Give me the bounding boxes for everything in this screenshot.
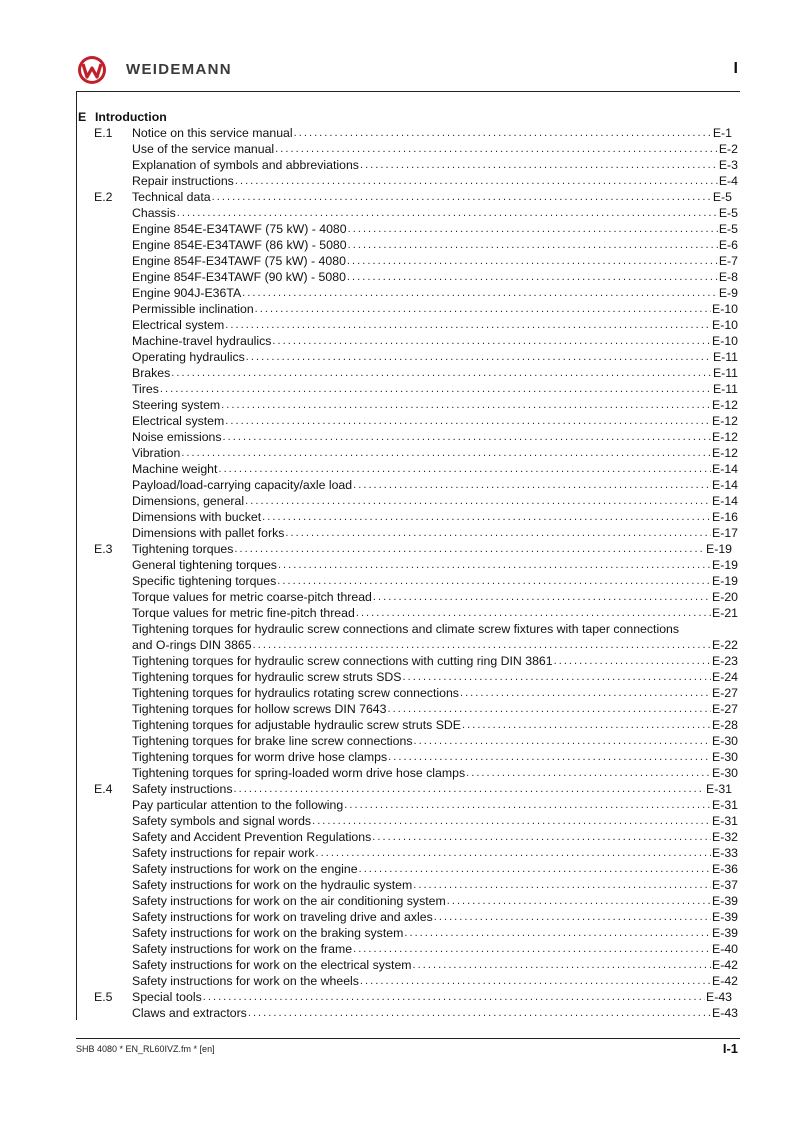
toc-entry-label: Safety instructions for work on the wheels — [132, 974, 359, 988]
toc-entry-label: Machine-travel hydraulics — [132, 334, 272, 348]
toc-dot-leader — [353, 941, 711, 957]
toc-entry[interactable] — [78, 749, 738, 765]
toc-indent — [78, 461, 132, 477]
toc-entry-label: Vibration — [132, 446, 181, 460]
toc-dot-leader — [347, 269, 718, 285]
toc-entry-label: Safety and Accident Prevention Regulations — [132, 830, 372, 844]
toc-dot-leader — [272, 333, 711, 349]
toc-page-number: E-11 — [712, 382, 738, 396]
toc-entry[interactable] — [78, 349, 738, 365]
toc-indent — [78, 349, 132, 365]
roman-page-number: I — [733, 60, 738, 77]
toc-entry[interactable] — [78, 605, 738, 621]
toc-indent — [78, 941, 132, 957]
toc-entry-label: Engine 854F-E34TAWF (75 kW) - 4080 — [132, 254, 346, 268]
toc-entry[interactable] — [78, 685, 738, 701]
toc-entry-label: Tightening torques for hydraulics rotating screw connections — [132, 686, 459, 700]
toc-entry[interactable] — [78, 957, 738, 973]
toc-chapter-entry[interactable] — [78, 781, 738, 797]
toc-entry[interactable] — [78, 845, 738, 861]
toc-entry-label: Safety instructions for work on the braking system — [132, 926, 404, 940]
toc-entry-label: Safety instructions for work on the hydraulic system — [132, 878, 413, 892]
toc-entry[interactable] — [78, 877, 738, 893]
toc-entry-label: Repair instructions — [132, 174, 234, 188]
brand-name: WEIDEMANN — [126, 61, 232, 78]
toc-entry-number: E.3 — [94, 542, 113, 556]
toc-entry[interactable] — [78, 525, 738, 541]
toc-indent — [78, 845, 132, 861]
toc-page-number: E-19 — [712, 574, 738, 588]
toc-page-number: E-4 — [718, 174, 738, 188]
toc-page-number: E-27 — [712, 686, 738, 700]
toc-page-number: E-22 — [712, 638, 738, 652]
toc-entry[interactable] — [78, 221, 738, 237]
toc-page-number: E-31 — [712, 814, 738, 828]
toc-dot-leader — [388, 749, 711, 765]
toc-entry-label: Claws and extractors — [132, 1006, 247, 1020]
toc-entry[interactable] — [78, 269, 738, 285]
toc-entry[interactable] — [78, 733, 738, 749]
toc-indent — [78, 701, 132, 717]
toc-entry-label: Payload/load-carrying capacity/axle load — [132, 478, 353, 492]
toc-dot-leader — [403, 669, 712, 685]
toc-page-number: E-10 — [712, 302, 738, 316]
toc-dot-leader — [253, 637, 711, 653]
toc-dot-leader — [294, 125, 712, 141]
toc-indent — [78, 589, 132, 605]
toc-page-number: E-17 — [712, 526, 738, 540]
toc-indent — [78, 765, 132, 781]
toc-entry[interactable] — [78, 365, 738, 381]
toc-indent — [78, 557, 132, 573]
toc-entry-label: Tightening torques for spring-loaded worm drive hose clamps — [132, 766, 466, 780]
toc-indent — [78, 397, 132, 413]
toc-entry-label: Tightening torques for hydraulic screw connections with cutting ring DIN 3861 — [132, 654, 553, 668]
toc-entry[interactable] — [78, 557, 738, 573]
toc-entry-number: E.5 — [94, 990, 113, 1004]
toc-dot-leader — [225, 413, 711, 429]
toc-entry[interactable] — [78, 397, 738, 413]
toc-entry-label: Technical data — [132, 190, 211, 204]
toc-entry[interactable] — [78, 701, 738, 717]
toc-entry[interactable] — [78, 1005, 738, 1021]
toc-entry-label: Tires — [132, 382, 159, 396]
toc-dot-leader — [413, 877, 711, 893]
toc-entry-label: Tightening torques for hollow screws DIN 7643 — [132, 702, 387, 716]
toc-entry-label: Dimensions with pallet forks — [132, 526, 285, 540]
toc-dot-leader — [373, 589, 711, 605]
toc-entry-label: Safety instructions for work on the frame — [132, 942, 353, 956]
toc-dot-leader — [233, 781, 705, 797]
toc-dot-leader — [262, 509, 711, 525]
toc-page-number: E-31 — [706, 782, 732, 796]
toc-page-number: E-37 — [712, 878, 738, 892]
toc-page-number: E-39 — [712, 894, 738, 908]
toc-indent — [78, 173, 132, 189]
toc-dot-leader — [360, 973, 711, 989]
toc-dot-leader — [278, 557, 711, 573]
toc-entry-number: E.1 — [94, 126, 113, 140]
toc-entry[interactable] — [78, 941, 738, 957]
toc-entry-label: Tightening torques for brake line screw connections — [132, 734, 413, 748]
toc-dot-leader — [434, 909, 711, 925]
toc-entry-label: Engine 854E-E34TAWF (86 kW) - 5080 — [132, 238, 347, 252]
toc-dot-leader — [218, 461, 711, 477]
toc-entry-label: Brakes — [132, 366, 171, 380]
toc-indent — [78, 733, 132, 749]
toc-page-number: E-28 — [712, 718, 738, 732]
toc-entry-label: Tightening torques — [132, 542, 234, 556]
toc-page-number: E-23 — [712, 654, 738, 668]
section-heading — [78, 109, 738, 125]
footer-rule — [76, 1038, 740, 1039]
toc-indent — [78, 909, 132, 925]
toc-dot-leader — [221, 397, 711, 413]
toc-page-number: E-2 — [718, 142, 738, 156]
toc-indent — [78, 573, 132, 589]
toc-indent — [78, 525, 132, 541]
toc-entry-label: Torque values for metric fine-pitch thread — [132, 606, 355, 620]
toc-entry-label: Engine 854F-E34TAWF (90 kW) - 5080 — [132, 270, 346, 284]
toc-page-number: E-6 — [718, 238, 738, 252]
toc-indent — [78, 445, 132, 461]
table-of-contents — [78, 109, 738, 1021]
toc-indent — [78, 1005, 132, 1021]
toc-indent — [78, 637, 132, 653]
toc-dot-leader — [277, 573, 711, 589]
toc-indent — [78, 829, 132, 845]
toc-dot-leader — [447, 893, 711, 909]
toc-indent — [78, 157, 132, 173]
toc-dot-leader — [285, 525, 711, 541]
toc-indent — [78, 877, 132, 893]
toc-entry[interactable] — [78, 893, 738, 909]
toc-entry[interactable] — [78, 669, 738, 685]
toc-entry-label: Engine 904J-E36TA — [132, 286, 242, 300]
toc-page-number: E-14 — [712, 462, 738, 476]
toc-indent — [78, 269, 132, 285]
toc-page-number: E-40 — [712, 942, 738, 956]
toc-page-number: E-5 — [718, 206, 738, 220]
toc-entry-label: Pay particular attention to the following — [132, 798, 344, 812]
toc-dot-leader — [160, 381, 712, 397]
toc-dot-leader — [223, 429, 711, 445]
toc-page-number: E-1 — [712, 126, 732, 140]
toc-dot-leader — [275, 141, 718, 157]
toc-indent — [78, 925, 132, 941]
toc-indent — [78, 301, 132, 317]
toc-entry[interactable] — [78, 205, 738, 221]
toc-entry[interactable] — [78, 653, 738, 669]
toc-entry-label: Safety symbols and signal words — [132, 814, 312, 828]
toc-entry-label: Safety instructions for work on the electrical system — [132, 958, 412, 972]
footer-page-number: I-1 — [722, 1041, 738, 1056]
toc-indent — [78, 669, 132, 685]
toc-entry-label: Notice on this service manual — [132, 126, 293, 140]
toc-indent — [78, 685, 132, 701]
toc-page-number: E-7 — [718, 254, 738, 268]
toc-page-number: E-32 — [712, 830, 738, 844]
toc-indent — [78, 957, 132, 973]
toc-dot-leader — [404, 925, 711, 941]
toc-entry-label: Specific tightening torques — [132, 574, 277, 588]
toc-page-number: E-12 — [712, 446, 738, 460]
toc-page-number: E-16 — [712, 510, 738, 524]
toc-page-number: E-8 — [718, 270, 738, 284]
toc-chapter-entry[interactable] — [78, 989, 738, 1005]
toc-page-number: E-9 — [718, 286, 738, 300]
toc-dot-leader — [413, 957, 711, 973]
toc-entry[interactable] — [78, 253, 738, 269]
toc-entries — [78, 125, 738, 1021]
toc-indent — [78, 861, 132, 877]
toc-entry-number: E.4 — [94, 782, 113, 796]
toc-indent — [78, 493, 132, 509]
toc-entry[interactable] — [78, 413, 738, 429]
toc-dot-leader — [344, 797, 711, 813]
toc-entry-label: and O-rings DIN 3865 — [132, 638, 252, 652]
toc-indent — [78, 413, 132, 429]
toc-indent — [78, 717, 132, 733]
toc-indent — [78, 253, 132, 269]
toc-page-number: E-14 — [712, 494, 738, 508]
toc-page-number: E-20 — [712, 590, 738, 604]
toc-entry-label: Dimensions with bucket — [132, 510, 262, 524]
toc-entry-label: Electrical system — [132, 414, 225, 428]
toc-dot-leader — [372, 829, 711, 845]
toc-entry[interactable] — [78, 301, 738, 317]
header-rule — [76, 91, 740, 92]
toc-entry-label: Safety instructions for work on the air conditioning system — [132, 894, 446, 908]
toc-page-number: E-42 — [712, 974, 738, 988]
toc-chapter-entry[interactable] — [78, 125, 738, 141]
toc-page-number: E-27 — [712, 702, 738, 716]
toc-page-number: E-30 — [712, 766, 738, 780]
toc-indent — [78, 221, 132, 237]
toc-indent — [78, 893, 132, 909]
toc-entry[interactable] — [78, 317, 738, 333]
toc-dot-leader — [246, 349, 712, 365]
toc-indent — [78, 973, 132, 989]
toc-entry[interactable] — [78, 717, 738, 733]
toc-dot-leader — [225, 317, 711, 333]
toc-page-number: E-11 — [712, 366, 738, 380]
toc-page-number: E-39 — [712, 910, 738, 924]
toc-dot-leader — [181, 445, 711, 461]
toc-entry-label: Special tools — [132, 990, 202, 1004]
toc-dot-leader — [388, 701, 712, 717]
toc-entry-label: Permissible inclination — [132, 302, 254, 316]
toc-entry[interactable] — [78, 509, 738, 525]
toc-page-number: E-30 — [712, 750, 738, 764]
toc-entry[interactable] — [78, 925, 738, 941]
footer-doc-id: SHB 4080 * EN_RL60IVZ.fm * [en] — [76, 1044, 215, 1054]
toc-entry[interactable] — [78, 381, 738, 397]
toc-entry[interactable] — [78, 973, 738, 989]
toc-page-number: E-42 — [712, 958, 738, 972]
toc-dot-leader — [466, 765, 711, 781]
toc-entry-label: Safety instructions for repair work — [132, 846, 315, 860]
toc-dot-leader — [242, 285, 718, 301]
toc-page-number: E-12 — [712, 414, 738, 428]
toc-dot-leader — [356, 605, 711, 621]
toc-entry-label: Steering system — [132, 398, 221, 412]
toc-entry[interactable] — [78, 461, 738, 477]
page-header — [76, 52, 740, 90]
toc-entry-label: Safety instructions — [132, 782, 233, 796]
toc-dot-leader — [462, 717, 711, 733]
toc-dot-leader — [171, 365, 712, 381]
toc-dot-leader — [348, 237, 718, 253]
toc-entry-label: Tightening torques for hydraulic screw struts SDS — [132, 670, 402, 684]
toc-page-number: E-43 — [706, 990, 732, 1004]
toc-entry[interactable] — [78, 429, 738, 445]
toc-entry[interactable] — [78, 797, 738, 813]
toc-page-number: E-10 — [712, 318, 738, 332]
toc-entry[interactable] — [78, 237, 738, 253]
toc-entry-label: Safety instructions for work on the engine — [132, 862, 358, 876]
toc-page-number: E-14 — [712, 478, 738, 492]
toc-indent — [78, 749, 132, 765]
toc-entry-label: Tightening torques for worm drive hose clamps — [132, 750, 388, 764]
toc-entry[interactable] — [78, 477, 738, 493]
toc-dot-leader — [347, 253, 718, 269]
toc-dot-leader — [353, 477, 711, 493]
toc-page-number: E-19 — [706, 542, 732, 556]
toc-dot-leader — [348, 221, 718, 237]
toc-dot-leader — [460, 685, 711, 701]
toc-entry[interactable] — [78, 765, 738, 781]
toc-page-number: E-31 — [712, 798, 738, 812]
toc-entry-label: Electrical system — [132, 318, 225, 332]
toc-entry[interactable] — [78, 813, 738, 829]
toc-dot-leader — [203, 989, 705, 1005]
toc-entry[interactable] — [78, 589, 738, 605]
toc-indent — [78, 333, 132, 349]
toc-entry-label: Use of the service manual — [132, 142, 275, 156]
toc-entry-label: Explanation of symbols and abbreviations — [132, 158, 359, 172]
toc-indent — [78, 429, 132, 445]
toc-entry-label: General tightening torques — [132, 558, 277, 572]
toc-dot-leader — [177, 205, 718, 221]
left-margin-rule — [76, 92, 77, 1020]
toc-page-number: E-3 — [718, 158, 738, 172]
toc-entry-label: Engine 854E-E34TAWF (75 kW) - 4080 — [132, 222, 347, 236]
toc-page-number: E-10 — [712, 334, 738, 348]
toc-entry[interactable] — [78, 285, 738, 301]
toc-indent — [78, 797, 132, 813]
toc-dot-leader — [315, 845, 711, 861]
toc-dot-leader — [360, 157, 718, 173]
toc-page-number: E-43 — [712, 1006, 738, 1020]
toc-indent — [78, 237, 132, 253]
toc-entry-wrapped-line[interactable]: Tightening torques for hydraulic screw connections and climate screw fixtures with taper connections — [132, 622, 680, 636]
toc-entry[interactable] — [78, 829, 738, 845]
toc-entry[interactable] — [78, 445, 738, 461]
toc-page-number: E-39 — [712, 926, 738, 940]
toc-indent — [78, 477, 132, 493]
toc-entry[interactable] — [78, 173, 738, 189]
toc-entry[interactable] — [78, 861, 738, 877]
toc-entry-label: Machine weight — [132, 462, 218, 476]
toc-page-number: E-30 — [712, 734, 738, 748]
toc-dot-leader — [554, 653, 711, 669]
toc-indent — [78, 317, 132, 333]
toc-indent — [78, 813, 132, 829]
toc-page-number: E-33 — [712, 846, 738, 860]
toc-entry-label: Dimensions, general — [132, 494, 245, 508]
section-letter: E — [78, 110, 87, 124]
toc-page-number: E-19 — [712, 558, 738, 572]
toc-entry[interactable] — [78, 157, 738, 173]
toc-entry[interactable] — [78, 493, 738, 509]
toc-indent — [78, 509, 132, 525]
toc-page-number: E-11 — [712, 350, 738, 364]
toc-entry[interactable] — [78, 333, 738, 349]
toc-indent — [78, 653, 132, 669]
toc-indent — [78, 605, 132, 621]
toc-entry-label: Tightening torques for adjustable hydraulic screw struts SDE — [132, 718, 461, 732]
weidemann-logo-icon — [77, 55, 107, 85]
toc-entry[interactable] — [78, 909, 738, 925]
toc-indent — [78, 205, 132, 221]
toc-entry[interactable] — [78, 637, 738, 653]
toc-dot-leader — [413, 733, 711, 749]
toc-page-number: E-5 — [712, 190, 732, 204]
toc-dot-leader — [312, 813, 711, 829]
toc-entry-label: Noise emissions — [132, 430, 222, 444]
toc-chapter-entry[interactable] — [78, 189, 738, 205]
toc-dot-leader — [212, 189, 712, 205]
toc-dot-leader — [255, 301, 711, 317]
toc-indent — [78, 141, 132, 157]
toc-entry[interactable] — [78, 141, 738, 157]
toc-indent — [78, 285, 132, 301]
toc-indent — [78, 365, 132, 381]
toc-dot-leader — [235, 173, 718, 189]
section-title: Introduction — [95, 110, 167, 124]
toc-entry-number: E.2 — [94, 190, 113, 204]
toc-indent — [78, 381, 132, 397]
toc-entry[interactable] — [78, 573, 738, 589]
toc-page-number: E-36 — [712, 862, 738, 876]
toc-dot-leader — [359, 861, 711, 877]
toc-chapter-entry[interactable] — [78, 541, 738, 557]
toc-dot-leader — [248, 1005, 711, 1021]
toc-entry-label: Operating hydraulics — [132, 350, 245, 364]
toc-page-number: E-12 — [712, 430, 738, 444]
toc-page-number: E-5 — [718, 222, 738, 236]
toc-page-number: E-24 — [712, 670, 738, 684]
toc-dot-leader — [234, 541, 705, 557]
toc-dot-leader — [245, 493, 711, 509]
toc-entry-label: Torque values for metric coarse-pitch thread — [132, 590, 372, 604]
toc-entry-label: Safety instructions for work on traveling drive and axles — [132, 910, 433, 924]
toc-entry-label: Chassis — [132, 206, 176, 220]
toc-page-number: E-21 — [712, 606, 738, 620]
toc-page-number: E-12 — [712, 398, 738, 412]
